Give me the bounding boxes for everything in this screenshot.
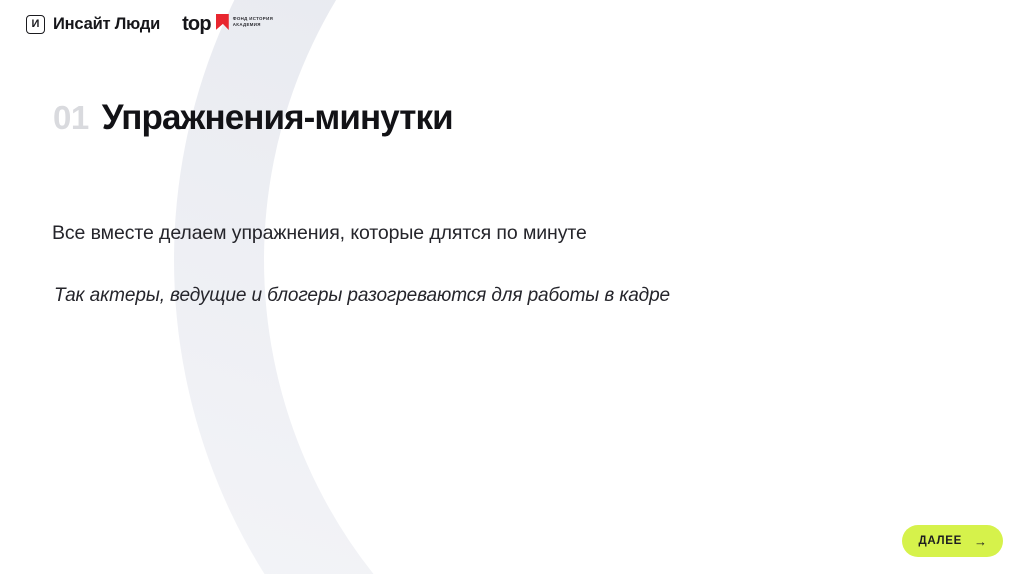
insight-logo (26, 15, 160, 34)
top-academy-logo (182, 14, 273, 34)
top-logo-subtitle-line-1: ФОНД ИСТОРИЯ (232, 16, 274, 21)
body-text-primary: Все вместе делаем упражнения, которые длятся по минуте (52, 222, 587, 244)
page-title-text: Упражнения-минутки (101, 98, 453, 137)
page-title-number: 01 (53, 99, 89, 136)
insight-logo-text: Инсайт Люди (53, 14, 161, 33)
arrow-right-icon: → (974, 533, 987, 549)
top-logo-flag-icon (216, 14, 229, 30)
next-button[interactable] (902, 525, 1003, 557)
top-logo-subtitle-line-2: АКАДЕМИЯ (232, 21, 261, 27)
top-logo-word: top (182, 13, 211, 35)
page-title (53, 98, 453, 138)
next-button-label: ДАЛЕЕ (918, 535, 962, 547)
body-text-secondary: Так актеры, ведущие и блогеры разогреваются для работы в кадре (54, 285, 671, 306)
header-logos (26, 14, 273, 34)
insight-logo-mark-icon: И (26, 15, 45, 34)
top-logo-subtitle (233, 14, 273, 28)
